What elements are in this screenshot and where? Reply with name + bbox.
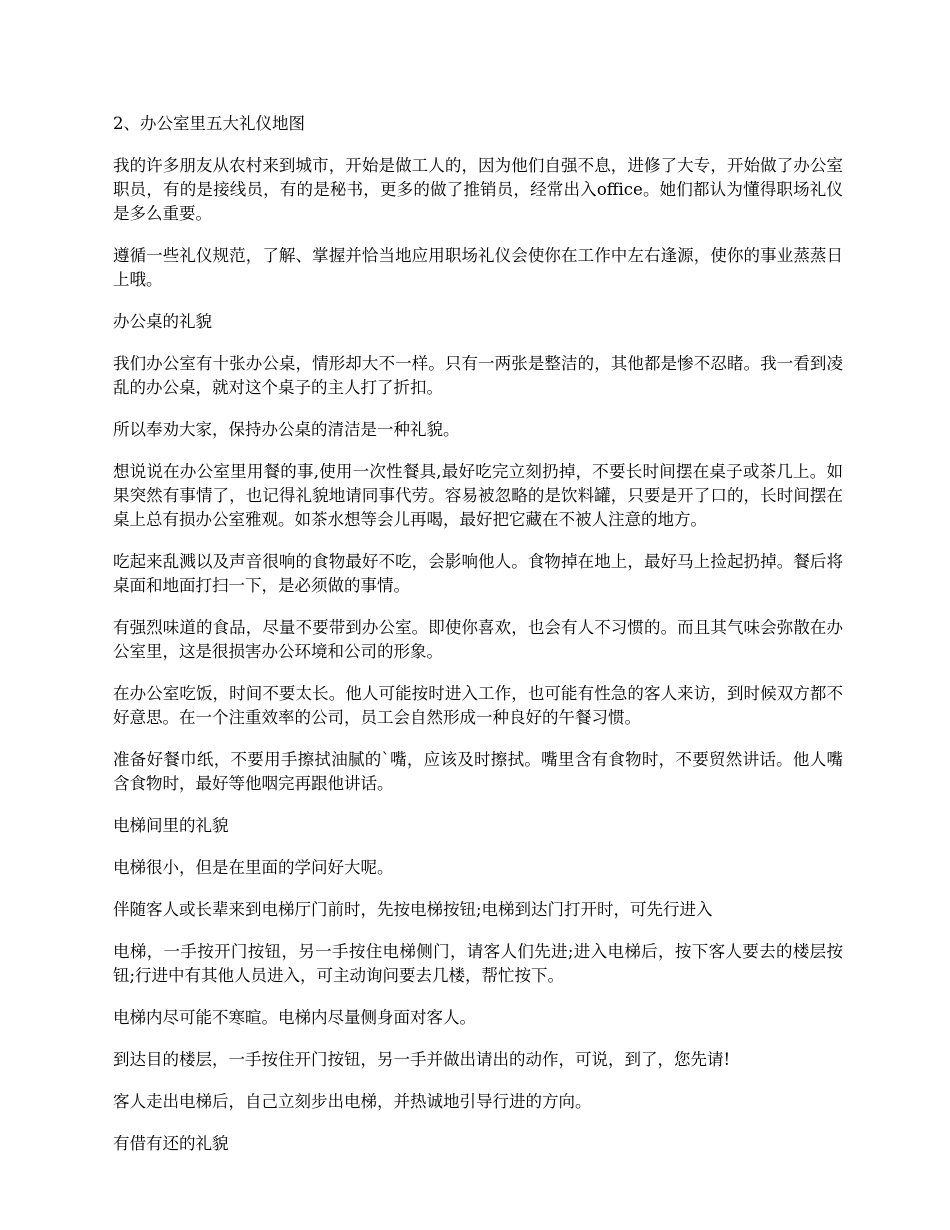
paragraph-meal-time: 在办公室吃饭，时间不要太长。他人可能按时进入工作，也可能有性急的客人来访，到时候双方都不好意思。在一个注重效率的公司，员工会自然形成一种良好的午餐习惯。 xyxy=(113,684,843,727)
subheading-desk-etiquette: 办公桌的礼貌 xyxy=(113,312,212,331)
paragraph-arrive-floor: 到达目的楼层，一手按住开门按钮，另一手并做出请出的动作，可说，到了，您先请! xyxy=(113,1050,731,1069)
paragraph-strong-smell-food: 有强烈味道的食品，尽量不要带到办公室。即使你喜欢，也会有人不习惯的。而且其气味会弥散在办公室里，这是很损害办公环境和公司的形象。 xyxy=(113,618,843,661)
paragraph-accompany-guests: 伴随客人或长辈来到电梯厅门前时，先按电梯按钮;电梯到达门打开时，可先行进入 xyxy=(113,900,713,919)
paragraph-intro-friends: 我的许多朋友从农村来到城市，开始是做工人的，因为他们自强不息，进修了大专，开始做了办公室职员，有的是接线员，有的是秘书，更多的做了推销员，经常出入office。她们都认为懂得职场礼仪是多么重要。 xyxy=(113,156,843,223)
paragraph-dining-in-office: 想说说在办公室里用餐的事,使用一次性餐具,最好吃完立刻扔掉，不要长时间摆在桌子或茶几上。如果突然有事情了，也记得礼貌地请同事代劳。容易被忽略的是饮料罐，只要是开了口的，长时间摆在桌上总有损办公室雅观。如茶水想等会儿再喝，最好把它藏在不被人注意的地方。 xyxy=(113,462,843,529)
subheading-elevator-etiquette: 电梯间里的礼貌 xyxy=(113,816,229,835)
paragraph-elevator-buttons: 电梯，一手按开门按钮，另一手按住电梯侧门，请客人们先进;进入电梯后，按下客人要去的楼层按钮;行进中有其他人员进入，可主动询问要去几楼，帮忙按下。 xyxy=(113,942,843,985)
document-page xyxy=(113,112,843,1174)
paragraph-napkins: 准备好餐巾纸，不要用手擦拭油腻的`嘴，应该及时擦拭。嘴里含有食物时，不要贸然讲话。他人嘴含食物时，最好等他咽完再跟他讲话。 xyxy=(113,750,843,793)
paragraph-follow-etiquette: 遵循一些礼仪规范，了解、掌握并恰当地应用职场礼仪会使你在工作中左右逢源，使你的事业蒸蒸日上哦。 xyxy=(113,246,843,289)
paragraph-elevator-small: 电梯很小，但是在里面的学问好大呢。 xyxy=(113,858,394,877)
paragraph-keep-desk-clean: 所以奉劝大家，保持办公桌的清洁是一种礼貌。 xyxy=(113,420,460,439)
paragraph-noisy-food: 吃起来乱溅以及声音很响的食物最好不吃，会影响他人。食物掉在地上，最好马上捡起扔掉。餐后将桌面和地面打扫一下，是必须做的事情。 xyxy=(113,552,843,595)
section-heading-office-etiquette-map: 2、办公室里五大礼仪地图 xyxy=(113,114,305,133)
paragraph-desks: 我们办公室有十张办公桌，情形却大不一样。只有一两张是整洁的，其他都是惨不忍睹。我一看到凌乱的办公桌，就对这个桌子的主人打了折扣。 xyxy=(113,354,843,397)
subheading-borrow-return-etiquette: 有借有还的礼貌 xyxy=(113,1134,229,1153)
paragraph-guide-guests: 客人走出电梯后，自己立刻步出电梯，并热诚地引导行进的方向。 xyxy=(113,1092,592,1111)
paragraph-no-small-talk: 电梯内尽可能不寒暄。电梯内尽量侧身面对客人。 xyxy=(113,1008,476,1027)
